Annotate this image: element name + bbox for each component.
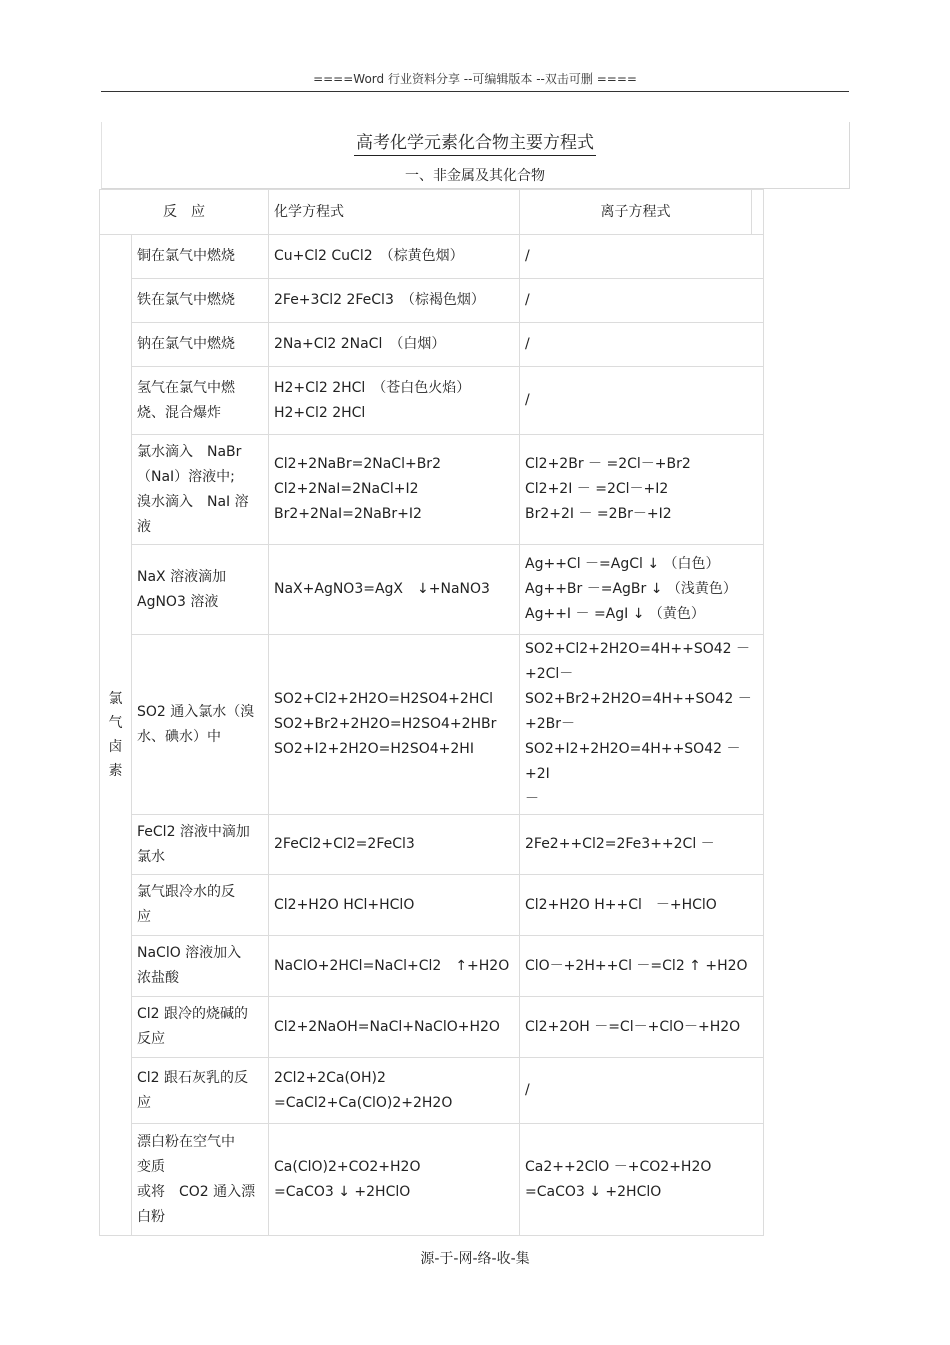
reaction-cell — [132, 323, 269, 367]
chemical-line: NaX+AgNO3=AgX ↓+NaNO3 — [274, 581, 490, 597]
table-row — [100, 635, 764, 815]
ionic-line: Cl2+2OH －=Cl－+ClO－+H2O — [525, 1018, 741, 1035]
table-row — [100, 815, 764, 875]
table-row — [100, 875, 764, 936]
ionic-line: +2Cl－ — [525, 666, 574, 682]
reaction-line: 反应 — [137, 1031, 165, 1047]
ionic-line: 2Fe2++Cl2=2Fe3++2Cl － — [525, 836, 715, 852]
table-row — [100, 936, 764, 997]
ionic-cell — [520, 323, 764, 367]
ionic-line: +2Br－ — [525, 716, 575, 732]
reaction-line: Cl2 跟石灰乳的反 — [137, 1069, 249, 1086]
table-header-row — [100, 190, 764, 235]
chemical-line: SO2+Br2+2H2O=H2SO4+2HBr — [274, 716, 497, 732]
page-header-text: ====Word 行业资料分享 --可编辑版本 --双击可删 ==== — [313, 72, 637, 86]
chemical-cell — [269, 235, 520, 279]
ionic-line: － — [525, 791, 539, 807]
chemical-line: Cl2+2NaBr=2NaCl+Br2 — [274, 456, 441, 472]
ionic-line: Cl2+2I － =2Cl－+I2 — [525, 481, 669, 497]
chemical-cell — [269, 279, 520, 323]
reaction-line: 或将 CO2 通入漂 — [137, 1183, 256, 1200]
chemical-cell — [269, 997, 520, 1058]
ionic-line: SO2+Br2+2H2O=4H++SO42 － — [525, 691, 752, 707]
chemical-line: 2Na+Cl2 2NaCl （白烟） — [274, 336, 446, 352]
chemical-cell — [269, 875, 520, 936]
reaction-line: 铁在氯气中燃烧 — [137, 292, 235, 308]
reaction-line: （NaI）溶液中; — [137, 468, 235, 485]
equation-table — [99, 189, 764, 1236]
reaction-line: 应 — [137, 1094, 151, 1111]
header-spacer — [752, 190, 764, 235]
chemical-cell — [269, 815, 520, 875]
ionic-cell — [520, 545, 764, 635]
ionic-line: / — [525, 336, 530, 352]
reaction-line: 氯水滴入 NaBr — [137, 443, 242, 460]
chemical-cell — [269, 323, 520, 367]
ionic-cell — [520, 875, 764, 936]
reaction-line: 白粉 — [137, 1208, 165, 1225]
reaction-cell — [132, 875, 269, 936]
chemical-line: 2FeCl2+Cl2=2FeCl3 — [274, 836, 415, 852]
table-row — [100, 545, 764, 635]
section-subtitle: 一、非金属及其化合物 — [405, 168, 545, 184]
ionic-line: SO2+I2+2H2O=4H++SO42 －+2I — [525, 741, 741, 782]
reaction-line: 氯气跟冷水的反 — [137, 884, 235, 900]
category-char: 气 — [108, 715, 123, 731]
reaction-line: SO2 通入氯水（溴 — [137, 703, 255, 720]
chemical-line: SO2+Cl2+2H2O=H2SO4+2HCl — [274, 691, 494, 707]
reaction-cell — [132, 545, 269, 635]
reaction-cell — [132, 367, 269, 435]
reaction-line: 变质 — [137, 1158, 165, 1175]
chemical-cell — [269, 435, 520, 545]
ionic-line: Ag++Cl －=AgCl ↓ （白色） — [525, 556, 720, 572]
reaction-cell — [132, 815, 269, 875]
chemical-line: H2+Cl2 2HCl — [274, 404, 366, 421]
reaction-cell — [132, 279, 269, 323]
ionic-line: Cl2+2Br － =2Cl－+Br2 — [525, 456, 691, 472]
ionic-cell — [520, 1124, 764, 1236]
chemical-cell — [269, 367, 520, 435]
header-rule — [101, 91, 849, 92]
ionic-cell — [520, 279, 764, 323]
reaction-line: 氯水 — [137, 848, 165, 865]
ionic-line: Ag++Br －=AgBr ↓ （浅黄色） — [525, 581, 737, 597]
reaction-line: 应 — [137, 909, 151, 925]
ionic-cell — [520, 635, 764, 815]
chemical-line: Br2+2NaI=2NaBr+I2 — [274, 506, 422, 522]
reaction-line: AgNO3 溶液 — [137, 593, 219, 610]
table-row — [100, 435, 764, 545]
chemical-line: 2Cl2+2Ca(OH)2 — [274, 1069, 386, 1086]
category-char: 氯 — [108, 691, 123, 707]
reaction-cell — [132, 235, 269, 279]
chemical-line: SO2+I2+2H2O=H2SO4+2HI — [274, 741, 474, 757]
reaction-cell — [132, 1124, 269, 1236]
reaction-cell — [132, 435, 269, 545]
category-char: 卤 — [108, 739, 123, 755]
reaction-cell — [132, 635, 269, 815]
ionic-line: Ca2++2ClO －+CO2+H2O — [525, 1158, 712, 1175]
ionic-line: Br2+2I － =2Br－+I2 — [525, 506, 672, 522]
reaction-line: 水、碘水）中 — [137, 728, 221, 745]
table-row — [100, 323, 764, 367]
chemical-line: H2+Cl2 2HCl （苍白色火焰） — [274, 379, 471, 396]
ionic-line: / — [525, 248, 530, 264]
category-cell — [100, 235, 132, 1236]
reaction-line: 漂白粉在空气中 — [137, 1133, 235, 1150]
ionic-cell — [520, 997, 764, 1058]
reaction-line: 铜在氯气中燃烧 — [137, 248, 235, 264]
page-footer: 源-于-网-络-收-集 — [420, 1251, 530, 1267]
chemical-line: =CaCO3 ↓ +2HClO — [274, 1183, 411, 1200]
header-reaction: 反 应 — [100, 190, 269, 235]
ionic-line: Cl2+H2O H++Cl －+HClO — [525, 896, 717, 913]
reaction-line: 浓盐酸 — [137, 970, 179, 986]
reaction-line: 溴水滴入 NaI 溶 — [137, 493, 249, 510]
ionic-line: ClO－+2H++Cl －=Cl2 ↑ +H2O — [525, 957, 748, 974]
chemical-cell — [269, 545, 520, 635]
ionic-cell — [520, 815, 764, 875]
table-row — [100, 367, 764, 435]
ionic-cell — [520, 367, 764, 435]
reaction-line: 氢气在氯气中燃 — [137, 379, 235, 396]
ionic-cell — [520, 1058, 764, 1124]
category-char: 素 — [108, 763, 123, 779]
ionic-cell — [520, 435, 764, 545]
reaction-cell — [132, 997, 269, 1058]
chemical-line: 2Fe+3Cl2 2FeCl3 （棕褐色烟） — [274, 292, 485, 308]
ionic-line: Ag++I － =AgI ↓ （黄色） — [525, 606, 705, 622]
reaction-line: 钠在氯气中燃烧 — [137, 336, 235, 352]
ionic-cell — [520, 936, 764, 997]
reaction-line: Cl2 跟冷的烧碱的 — [137, 1006, 249, 1022]
ionic-line: / — [525, 392, 530, 408]
document-title-wrap — [0, 128, 950, 156]
ionic-cell — [520, 235, 764, 279]
reaction-cell — [132, 1058, 269, 1124]
table-row — [100, 997, 764, 1058]
header-chemical-equation: 化学方程式 — [269, 190, 520, 235]
chemical-line: Cu+Cl2 CuCl2 （棕黄色烟） — [274, 248, 464, 264]
reaction-cell — [132, 936, 269, 997]
reaction-line: FeCl2 溶液中滴加 — [137, 823, 250, 840]
chemical-line: Cl2+2NaOH=NaCl+NaClO+H2O — [274, 1018, 500, 1035]
chemical-cell — [269, 1058, 520, 1124]
reaction-line: NaX 溶液滴加 — [137, 568, 227, 585]
chemical-line: NaClO+2HCl=NaCl+Cl2 ↑+H2O — [274, 957, 510, 974]
chemical-line: Cl2+2NaI=2NaCl+I2 — [274, 481, 419, 497]
chemical-cell — [269, 635, 520, 815]
table-row — [100, 279, 764, 323]
equation-table-body — [100, 190, 764, 1236]
ionic-line: =CaCO3 ↓ +2HClO — [525, 1183, 662, 1200]
reaction-line: 液 — [137, 518, 151, 535]
reaction-line: 烧、混合爆炸 — [137, 404, 221, 421]
chemical-cell — [269, 1124, 520, 1236]
table-row — [100, 1124, 764, 1236]
ionic-line: / — [525, 1082, 530, 1098]
ionic-line: SO2+Cl2+2H2O=4H++SO42 － — [525, 641, 751, 657]
chemical-line: =CaCl2+Ca(ClO)2+2H2O — [274, 1094, 453, 1111]
reaction-line: NaClO 溶液加入 — [137, 945, 242, 961]
document-title: 高考化学元素化合物主要方程式 — [354, 128, 596, 156]
chemical-line: Cl2+H2O HCl+HClO — [274, 896, 415, 913]
table-row — [100, 235, 764, 279]
header-ionic-equation: 离子方程式 — [520, 190, 752, 235]
table-row — [100, 1058, 764, 1124]
chemical-cell — [269, 936, 520, 997]
chemical-line: Ca(ClO)2+CO2+H2O — [274, 1158, 421, 1175]
ionic-line: / — [525, 292, 530, 308]
